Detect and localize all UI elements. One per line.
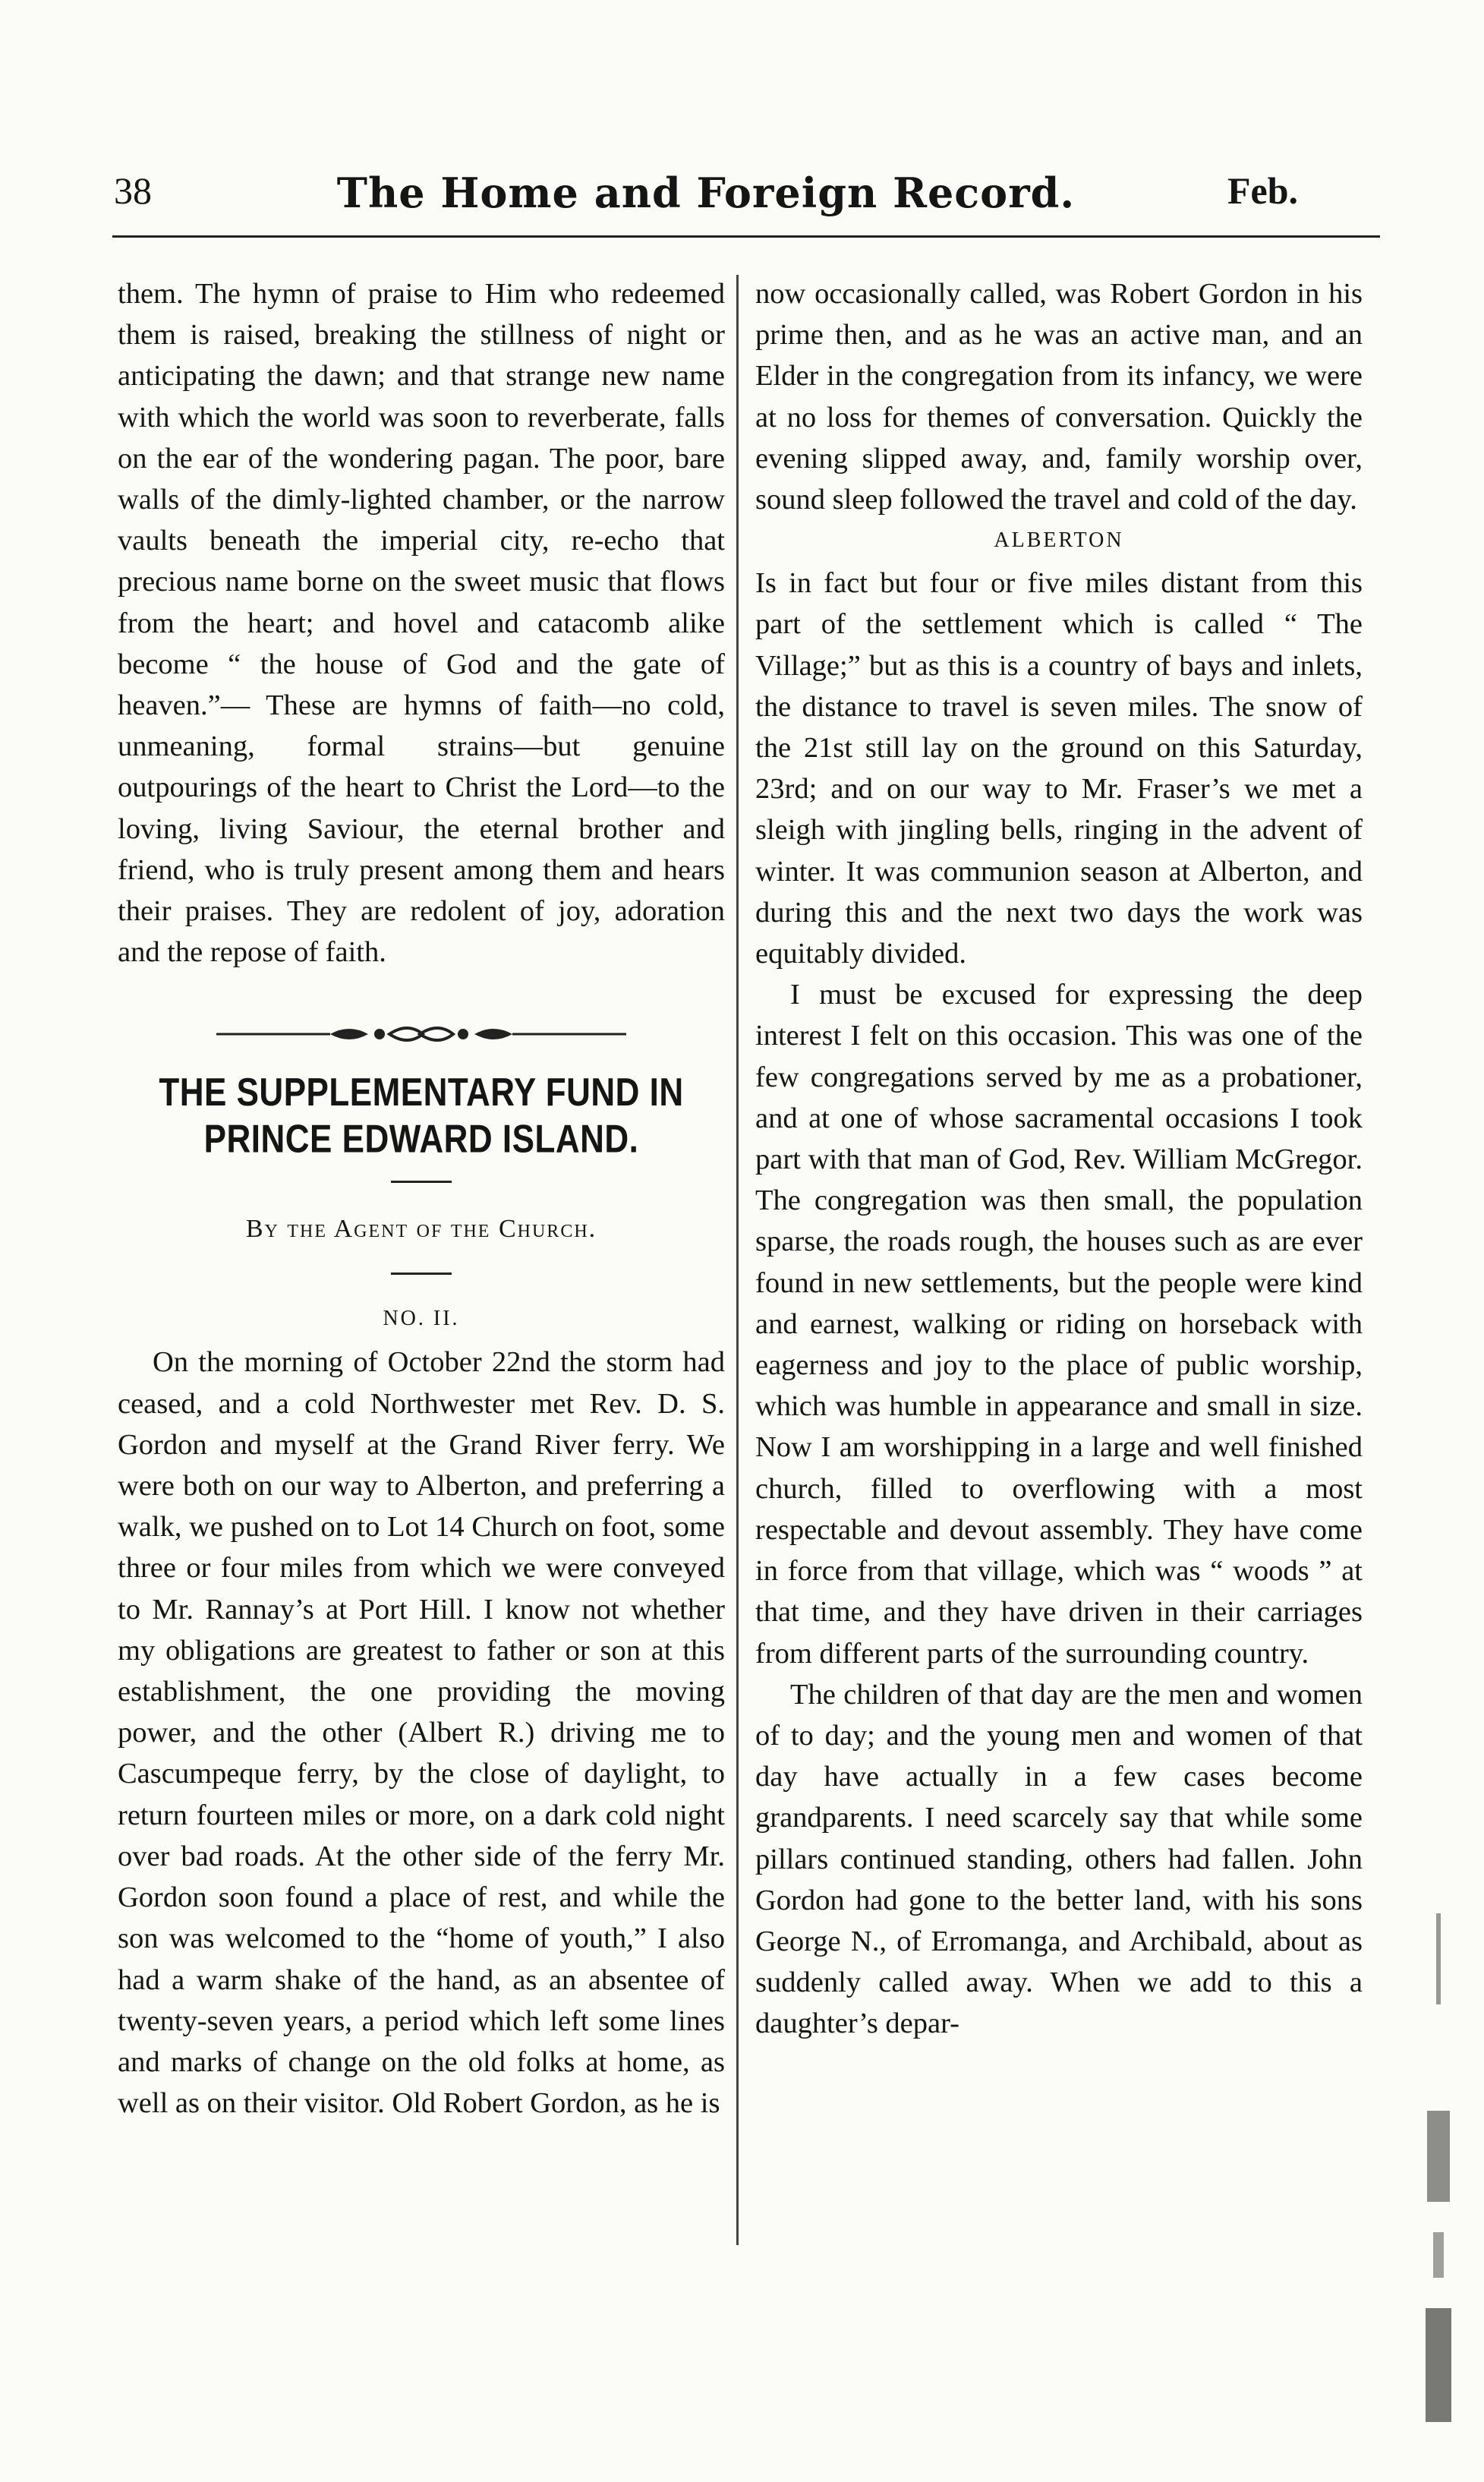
running-header xyxy=(114,169,1298,222)
page-edge-bleed xyxy=(1419,1913,1457,2430)
ornamental-divider xyxy=(118,1018,725,1045)
issue-month: Feb. xyxy=(1227,169,1298,212)
body-paragraph: The children of that day are the men and women of to day; and the young men and women of that day have actually in a few cases become grandparents. I need scarcely say that while some pillars continued standing, others had fallen. John Gordon had gone to the better land, with his sons George N., of Erromanga, and Archibald, about as suddenly called away. When we add to this a daughter’s depar- xyxy=(755,1678,1363,2040)
ornament-icon xyxy=(216,1020,626,1048)
title-rule xyxy=(391,1181,452,1183)
body-paragraph: On the morning of October 22nd the storm had ceased, and a cold Northwester met Rev. D. S. Gordon and myself at the Grand River ferry. We were both on our way to Alberton, and preferring a walk, we pushed on to Lot 14 Church on foot, some three or four miles from which we were conveyed to Mr. Rannay’s at Port Hill. I know not whether my obligations are greatest to father or son at this establishment, the one providing the moving power, and the other (Albert R.) driving me to Cascumpeque ferry, by the close of daylight, to return fourteen miles or more, on a dark cold night over bad roads. At the other side of the ferry Mr. Gordon soon found a place of rest, and while the son was welcomed to the “home of youth,” I also had a warm shake of the hand, as an absentee of twenty-seven years, a period which left some lines and marks of change on the old folks at home, as well as on their visitor. Old Robert Gordon, as he is xyxy=(118,1346,725,2120)
body-paragraph: I must be excused for expressing the deep interest I felt on this occasion. This was one of the few congregations served by me as a probationer, and at one of whose sacramental occasions I took part with that man of God, Rev. William McGregor. The congregation was then small, the population sparse, the roads rough, the houses such as are ever found in new settlements, but the people were kind and earnest, walking or riding on horseback with eagerness and joy to the place of public worship, which was humble in appearance and small in size. Now I am worshipping in a large and well finished church, filled to overflowing with a most respectable and devout assembly. They have come in force from that village, which was “ woods ” at that time, and they have driven in their carriages from different parts of the surrounding country. xyxy=(755,979,1363,1670)
column-divider xyxy=(736,275,739,2245)
header-rule xyxy=(112,235,1380,238)
left-column xyxy=(118,273,725,2124)
publication-title: The Home and Foreign Record. xyxy=(336,169,1076,217)
continued-text: them. The hymn of praise to Him who redeemed them is raised, breaking the stillness of night or anticipating the dawn; and that strange new name with which the world was soon to reverberate, falls on the ear of the wondering pagan. The poor, bare walls of the dimly-lighted chamber, or the narrow vaults beneath the imperial city, re-echo that precious name borne on the sweet music that flows from the heart; and hovel and catacomb alike become “ the house of God and the gate of heaven.”— These are hymns of faith—no cold, unmeaning, formal strains—but genuine outpourings of the heart to Christ the Lord—to the loving, living Saviour, the eternal brother and friend, who is truly present among them and hears their praises. They are redolent of joy, adoration and the repose of faith. xyxy=(118,278,725,969)
section-subheading: ALBERTON xyxy=(994,528,1124,553)
article-number: NO. II. xyxy=(383,1307,460,1331)
byline-rule xyxy=(391,1273,452,1275)
page-number: 38 xyxy=(114,169,152,212)
right-column xyxy=(755,273,1363,2045)
article-title: THE SUPPLEMENTARY FUND IN PRINCE EDWARD ISLAND. xyxy=(159,1071,684,1162)
byline: By the Agent of the Church. xyxy=(245,1215,597,1244)
continued-text: now occasionally called, was Robert Gordon in his prime then, and as he was an active man, and an Elder in the congregation from its infancy, we were at no loss for themes of conversation. Quickly the evening slipped away, and, family worship over, sound sleep followed the travel and cold of the day. xyxy=(755,278,1363,516)
body-paragraph: Is in fact but four or five miles distant from this part of the settlement which is called “ The Village;” but as this is a country of bays and inlets, the distance to travel is seven miles. The snow of the 21st still lay on the ground on this Saturday, 23rd; and on our way to Mr. Fraser’s we met a sleigh with jingling bells, ringing in the advent of winter. It was communion season at Alberton, and during this and the next two days the work was equitably divided. xyxy=(755,567,1363,970)
